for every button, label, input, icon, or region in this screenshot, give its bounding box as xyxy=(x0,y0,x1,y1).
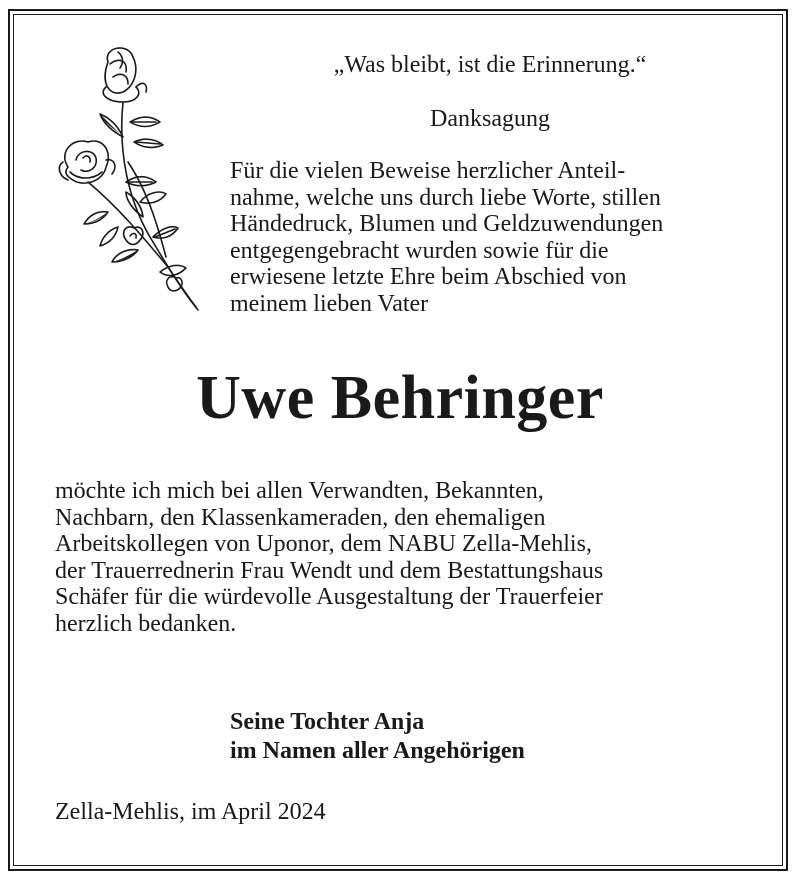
thanks-line: Arbeitskollegen von Uponor, dem NABU Zella-Mehlis, xyxy=(55,531,592,557)
thanks-line: herzlich bedanken. xyxy=(55,610,237,637)
intro-line: nahme, welche uns durch liebe Worte, stillen xyxy=(230,184,661,211)
signature-line: im Namen aller Angehörigen xyxy=(230,738,525,764)
rose-branch-icon xyxy=(48,42,208,317)
thanks-line: möchte ich mich bei allen Verwandten, Bekannten, xyxy=(55,478,544,504)
intro-line: Händedruck, Blumen und Geldzuwendungen xyxy=(230,211,664,237)
memorial-quote: „Was bleibt, ist die Erinnerung.“ xyxy=(333,52,647,78)
signature-line: Seine Tochter Anja xyxy=(230,709,425,735)
intro-line: meinem lieben Vater xyxy=(230,290,429,317)
thanks-line: der Trauerrednerin Frau Wendt und dem Bestattungshaus xyxy=(55,557,604,584)
thanks-line: Nachbarn, den Klassenkameraden, den ehemaligen xyxy=(55,504,546,531)
intro-line: entgegengebracht wurden sowie für die xyxy=(230,237,609,264)
deceased-name: Uwe Behringer xyxy=(196,364,604,432)
intro-paragraph xyxy=(230,158,780,317)
signature-block xyxy=(230,708,730,766)
thanks-line: Schäfer für die würdevolle Ausgestaltung der Trauerfeier xyxy=(55,584,603,610)
place-and-date: Zella-Mehlis, im April 2024 xyxy=(55,799,326,825)
thanks-paragraph xyxy=(55,478,775,637)
intro-line: Für die vielen Beweise herzlicher Anteil- xyxy=(230,158,626,184)
intro-line: erwiesene letzte Ehre beim Abschied von xyxy=(230,264,627,290)
notice-heading: Danksagung xyxy=(430,106,550,132)
